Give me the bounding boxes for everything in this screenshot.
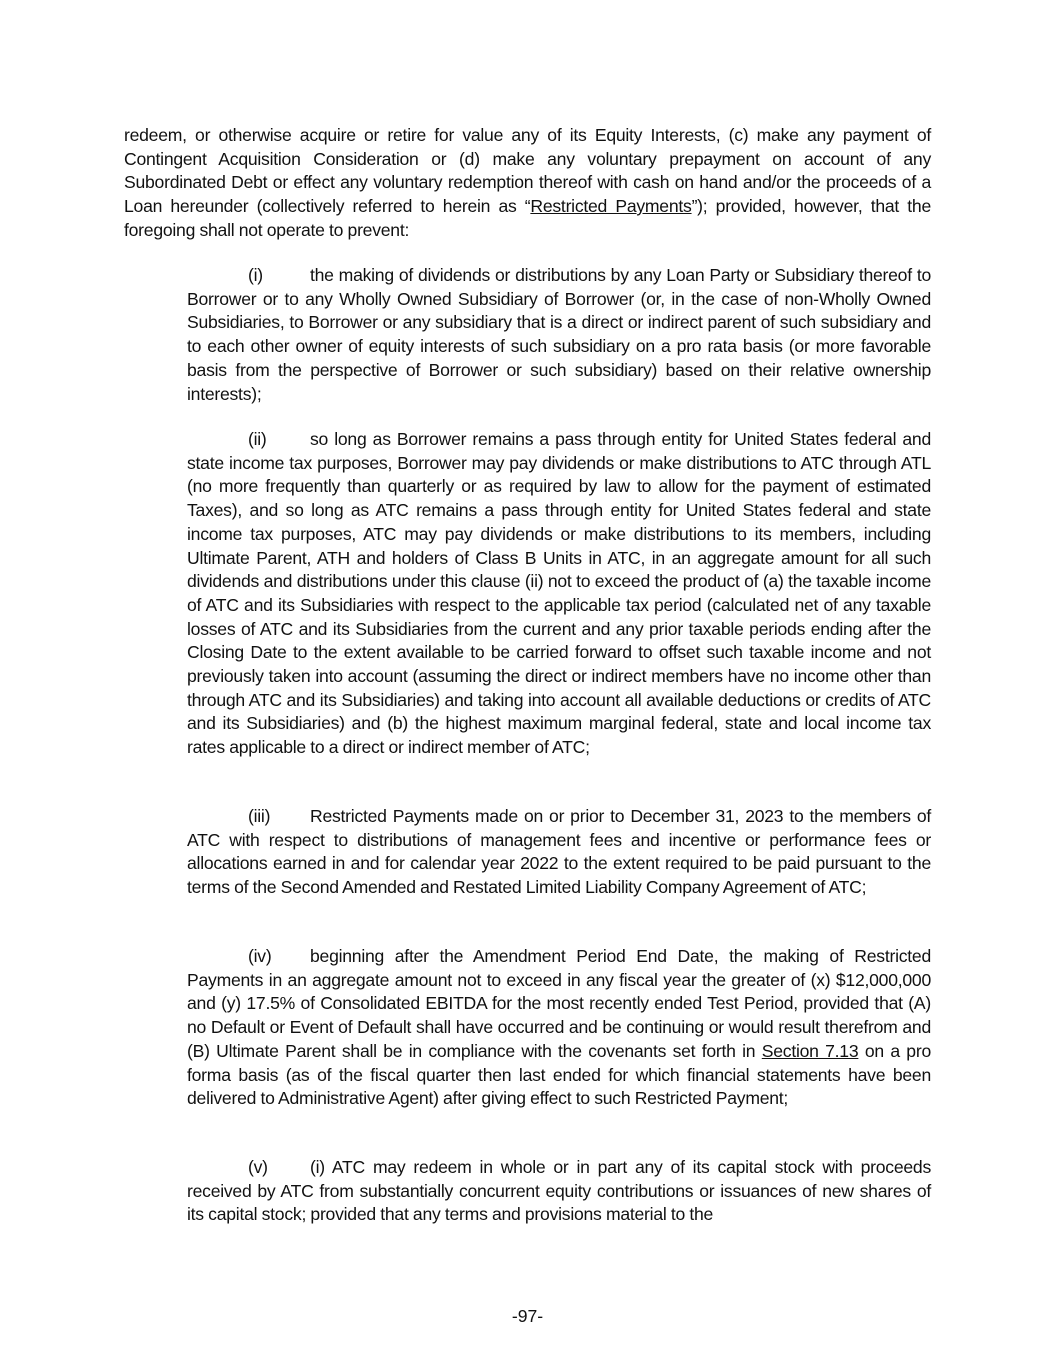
clause-text-before: beginning after the Amendment Period End Date, the making of Restricted Payments in an aggregate amount not to exceed in any fiscal year the greater of (x) $12,000,000 and (y) 17.5% of Consolidated EBITDA for the most recently ended Test Period, provided that (A) no Default or Event of Default shall have occurred and be continuing or would result therefrom and (B) Ultimate Parent shall be in compliance with the covenants set forth in xyxy=(187,946,931,1061)
clause-number: (iii) xyxy=(248,806,271,826)
clause-text: the making of dividends or distributions by any Loan Party or Subsidiary thereof to Borrower or to any Wholly Owned Subsidiary of Borrower (or, in the case of non-Wholly Owned Subsidiaries, to Borrower or any subsidiary that is a direct or indirect parent of such subsidiary and to each other owner of equity interests of such subsidiary on a pro rata basis (or more favorable basis from the perspective of Borrower or such subsidiary) based on their relative ownership interests); xyxy=(187,265,931,404)
clause-iv xyxy=(187,945,931,1111)
clause-number: (ii) xyxy=(248,429,267,449)
restricted-payments-defined-term: Restricted Payments xyxy=(530,196,692,217)
clause-text: (i) ATC may redeem in whole or in part any of its capital stock with proceeds received by ATC from substantially concurrent equity contributions or issuances of new shares of its capital stock; provided that any terms and provisions material to the xyxy=(187,1157,931,1225)
clause-ii xyxy=(187,428,931,760)
intro-text-part1: redeem, or otherwise acquire or retire for value any of its Equity Interests, (c) make any payment of Contingent Acquisition Consideration or (d) make any voluntary prepayment on account of any Subordinated Debt or effect any voluntary redemption thereof with cash on hand and/or the proceeds of a Loan hereunder (collectively referred to herein as “ xyxy=(124,125,931,217)
intro-paragraph xyxy=(124,124,931,243)
clause-text: Restricted Payments made on or prior to December 31, 2023 to the members of ATC with respect to distributions of management fees and incentive or performance fees or allocations earned in and for calendar year 2022 to the extent required to be paid pursuant to the terms of the Second Amended and Restated Limited Liability Company Agreement of ATC; xyxy=(187,806,931,898)
clause-number: (iv) xyxy=(248,946,272,966)
section-7-13-reference: Section 7.13 xyxy=(761,1040,859,1061)
intro-text-part2: ”); provided, however, that the foregoing shall not operate to prevent: xyxy=(124,196,932,240)
clause-i xyxy=(187,264,931,406)
clause-number: (i) xyxy=(248,265,263,285)
clause-text: so long as Borrower remains a pass through entity for United States federal and state income tax purposes, Borrower may pay dividends or make distributions to ATC through ATL (no more frequently than quarterly or as required by law to allow for the payment of estimated Taxes), and so long as ATC remains a pass through entity for United States federal and state income tax purposes, ATC may pay dividends or make distributions to its members, including Ultimate Parent, ATH and holders of Class B Units in ATC, in an aggregate amount for all such dividends and distributions under this clause (ii) not to exceed the product of (a) the taxable income of ATC and its Subsidiaries with respect to the applicable tax period (calculated net of any taxable losses of ATC and its Subsidiaries from the current and any prior taxable periods ending after the Closing Date to the extent available to be carried forward to offset such taxable income and not previously taken into account (assuming the direct or indirect members have no income other than through ATC and its Subsidiaries) and taking into account all available deductions or credits of ATC and its Subsidiaries) and (b) the highest maximum marginal federal, state and local income tax rates applicable to a direct or indirect member of ATC; xyxy=(187,429,931,758)
clause-number: (v) xyxy=(248,1157,268,1177)
clause-text-after: on a pro forma basis (as of the fiscal quarter then last ended for which financial statements have been delivered to Administrative Agent) after giving effect to such Restricted Payment; xyxy=(187,1040,931,1109)
page-number: -97- xyxy=(511,1306,544,1326)
clause-v xyxy=(187,1156,931,1227)
clause-iii xyxy=(187,805,931,900)
